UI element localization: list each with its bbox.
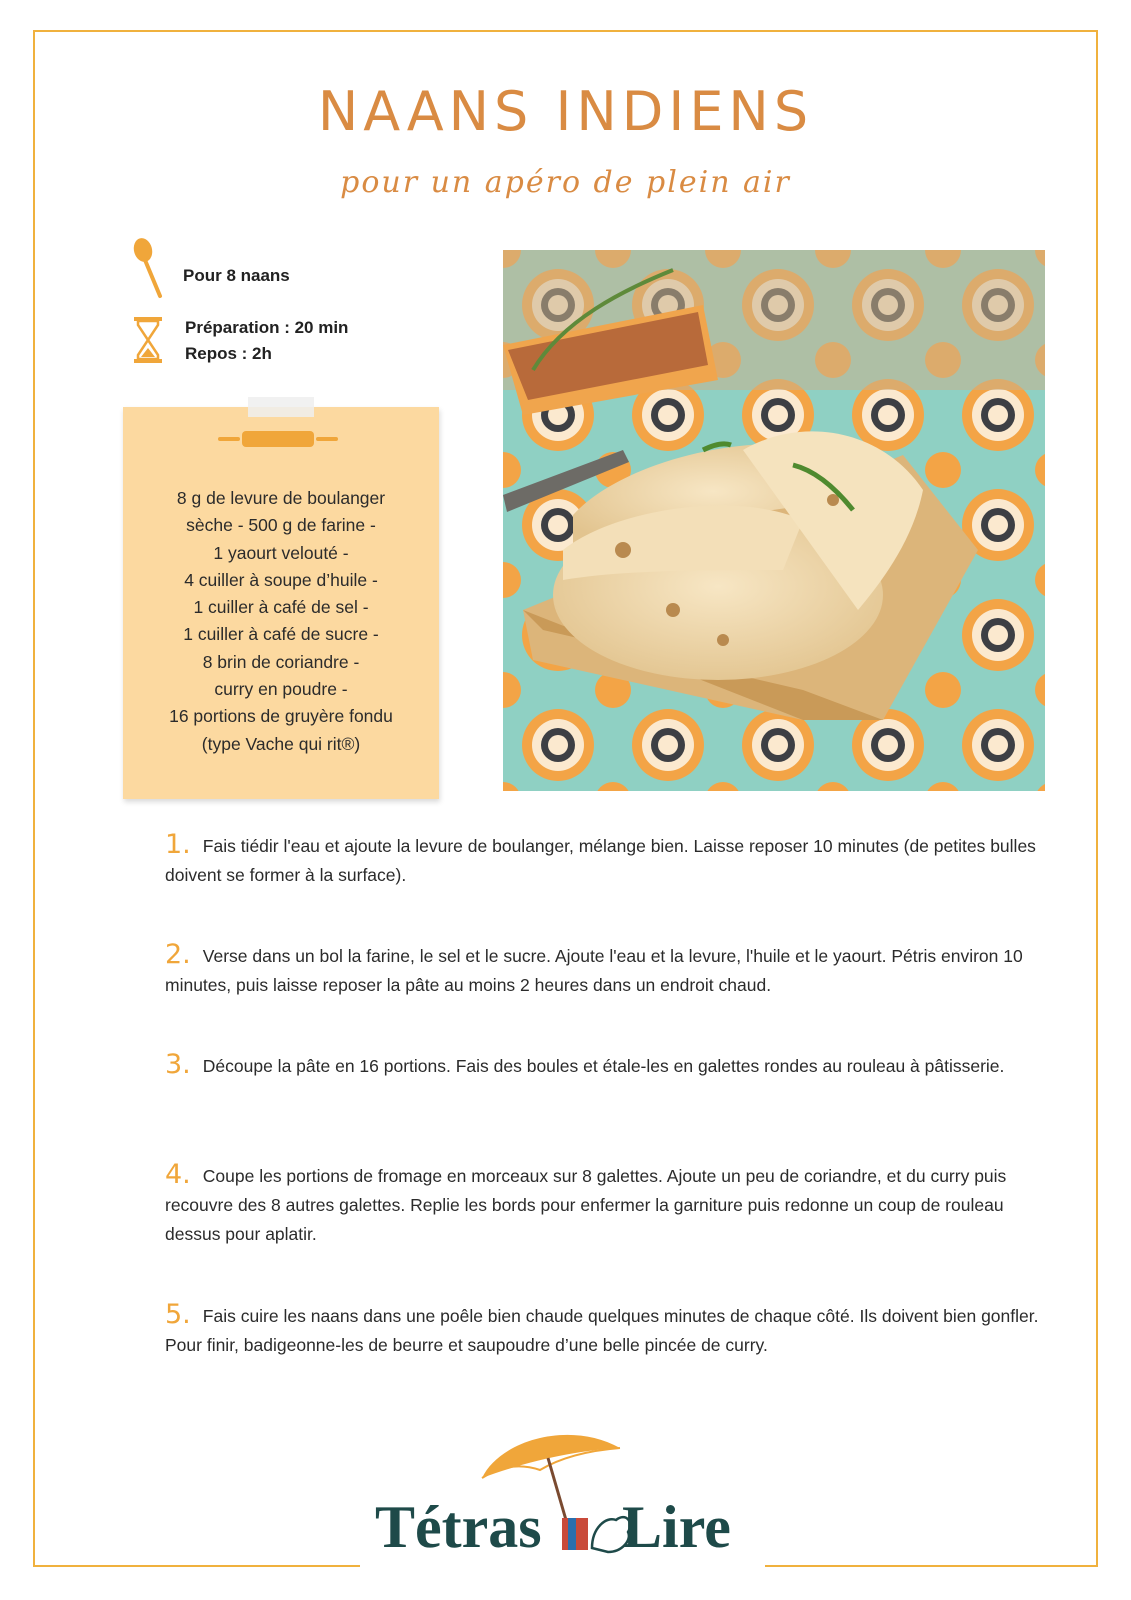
step-4 [165,1160,1045,1249]
ingredient-line: 8 brin de coriandre - [202,651,360,672]
naan-photo [503,250,1045,791]
preparation-time: Préparation : 20 min [185,318,349,337]
ingredient-line: 1 yaourt velouté - [213,542,349,563]
step-5 [165,1300,1045,1360]
recipe-title: NAANS INDIENS [317,80,814,143]
step-number: 1. [165,829,191,860]
ingredient-line: 1 cuiller à café de sucre - [183,624,379,645]
ingredient-line: 4 cuiller à soupe d’huile - [184,569,378,590]
rest-time: Repos : 2h [185,344,272,363]
step-number: 2. [165,939,191,970]
logo-word-lire: Lire [622,1494,731,1560]
ingredient-line: curry en poudre - [214,679,348,700]
publisher-logo [370,1420,760,1570]
ingredients-card [123,407,439,799]
step-number: 4. [165,1159,191,1190]
ingredient-line: 16 portions de gruyère fondu [169,706,393,727]
servings-row [130,236,290,300]
step-text: Découpe la pâte en 16 portions. Fais des boules et étale-les en galettes rondes au rouleau à pâtisserie. [202,1056,1005,1076]
ingredient-line: (type Vache qui rit®) [201,733,361,754]
step-text: Fais cuire les naans dans une poêle bien chaude quelques minutes de chaque côté. Ils doivent bien gonfler. Pour finir, badigeonne-les de beurre et saupoudre d’une belle pincée de curry. [165,1306,1039,1355]
servings-text: Pour 8 naans [183,266,290,285]
step-3 [165,1050,1045,1081]
step-number: 5. [165,1299,191,1330]
ingredient-line: 8 g de levure de boulanger [176,488,386,508]
recipe-subtitle: pour un apéro de plein air [340,165,791,200]
step-text: Fais tiédir l'eau et ajoute la levure de boulanger, mélange bien. Laisse reposer 10 minutes (de petites bulles doivent se former à la surface). [165,836,1036,885]
step-1 [165,830,1045,890]
ingredient-line: 1 cuiller à café de sel - [193,597,369,618]
step-2 [165,940,1045,1000]
step-number: 3. [165,1049,191,1080]
step-text: Coupe les portions de fromage en morceaux sur 8 galettes. Ajoute un peu de coriandre, et du curry puis recouvre des 8 autres galettes. Replie les bords pour enfermer la garniture puis redonne un coup de rouleau dessus pour aplatir. [165,1166,1007,1244]
tape-strip [248,397,314,417]
rolling-pin-icon [218,427,338,451]
logo-word-tetras: Tétras [375,1494,542,1560]
ingredient-line: sèche - 500 g de farine - [186,515,376,536]
spoon-icon [130,236,170,300]
ingredients-list [131,485,431,758]
timing-row [130,315,348,367]
step-text: Verse dans un bol la farine, le sel et le sucre. Ajoute l'eau et la levure, l'huile et le yaourt. Pétris environ 10 minutes, puis laisse reposer la pâte au moins 2 heures dans un endroit chaud. [165,946,1023,995]
hourglass-icon [130,315,170,367]
